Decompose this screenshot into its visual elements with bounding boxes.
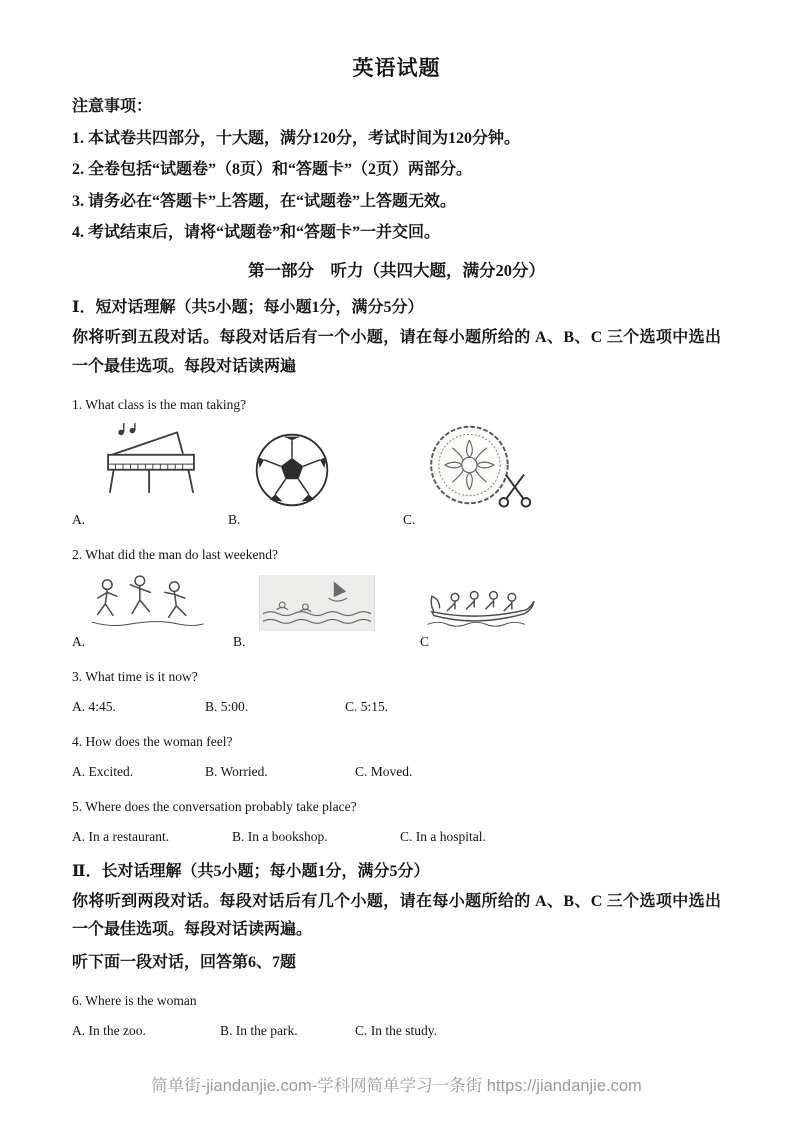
notice-item: 1. 本试卷共四部分，十大题，满分120分，考试时间为120分钟。 <box>72 129 521 147</box>
question-3-options <box>72 699 721 715</box>
paper-cutting-image <box>425 421 533 509</box>
option-label: C <box>420 633 430 649</box>
option: B. In the park. <box>220 1022 298 1038</box>
question-2-images <box>72 571 721 631</box>
question-1-option-labels <box>72 512 721 528</box>
question-4-text: 4. How does the woman feel? <box>72 733 233 749</box>
option-label: B. <box>228 511 241 527</box>
option: A. Excited. <box>72 763 134 779</box>
question-6-text: 6. Where is the woman <box>72 992 197 1008</box>
option: C. In the study. <box>355 1022 437 1038</box>
ice-skating-image <box>90 571 205 631</box>
option: C. In a hospital. <box>400 828 486 844</box>
dragon-boat-image <box>424 577 538 631</box>
section1-instructions: 你将听到五段对话。每段对话后有一个小题，请在每小题所给的 A、B、C 三个选项中选出一个最佳选项。每段对话读两遍 <box>72 328 721 375</box>
section2-dialog1-prompt: 听下面一段对话，回答第6、7题 <box>72 954 297 972</box>
option: B. Worried. <box>205 763 268 779</box>
option-label: B. <box>233 633 246 649</box>
soccer-ball-image <box>253 431 331 509</box>
section2-instructions: 你将听到两段对话。每段对话后有几个小题，请在每小题所给的 A、B、C 三个选项中选出一个最佳选项。每段对话读两遍。 <box>72 892 721 939</box>
option: A. In a restaurant. <box>72 828 170 844</box>
option: C. Moved. <box>355 763 413 779</box>
question-5-text: 5. Where does the conversation probably take place? <box>72 798 357 814</box>
section1-heading: Ⅰ．短对话理解（共5小题；每小题1分，满分5分） <box>72 298 424 316</box>
beach-swimming-image <box>258 575 376 631</box>
exam-title: 英语试题 <box>352 56 441 80</box>
option-label: C. <box>403 511 416 527</box>
option: C. 5:15. <box>345 698 389 714</box>
notice-item: 4. 考试结束后，请将“试题卷”和“答题卡”一并交回。 <box>72 224 441 242</box>
question-2-text: 2. What did the man do last weekend? <box>72 546 278 562</box>
question-1-images <box>72 421 721 509</box>
notice-item: 2. 全卷包括“试题卷”（8页）和“答题卡”（2页）两部分。 <box>72 161 473 179</box>
option-label: A. <box>72 511 86 527</box>
option: A. 4:45. <box>72 698 116 714</box>
option: B. In a bookshop. <box>232 828 328 844</box>
footer-watermark: 简单街-jiandanjie.com-学科网简单学习一条街 https://jiandanjie.com <box>151 1077 642 1095</box>
option-label: A. <box>72 633 86 649</box>
option: A. In the zoo. <box>72 1022 146 1038</box>
question-1-text: 1. What class is the man taking? <box>72 396 247 412</box>
option: B. 5:00. <box>205 698 249 714</box>
question-5-options <box>72 829 721 845</box>
notice-heading: 注意事项： <box>72 98 153 115</box>
question-3-text: 3. What time is it now? <box>72 668 198 684</box>
notice-item: 3. 请务必在“答题卡”上答题，在“试题卷”上答题无效。 <box>72 192 457 210</box>
piano-image <box>95 423 207 509</box>
question-4-options <box>72 764 721 780</box>
section2-heading: Ⅱ．长对话理解（共5小题；每小题1分，满分5分） <box>72 862 430 880</box>
question-6-options <box>72 1023 721 1039</box>
question-2-option-labels <box>72 634 721 650</box>
part1-heading: 第一部分 听力（共四大题，满分20分） <box>248 260 545 280</box>
